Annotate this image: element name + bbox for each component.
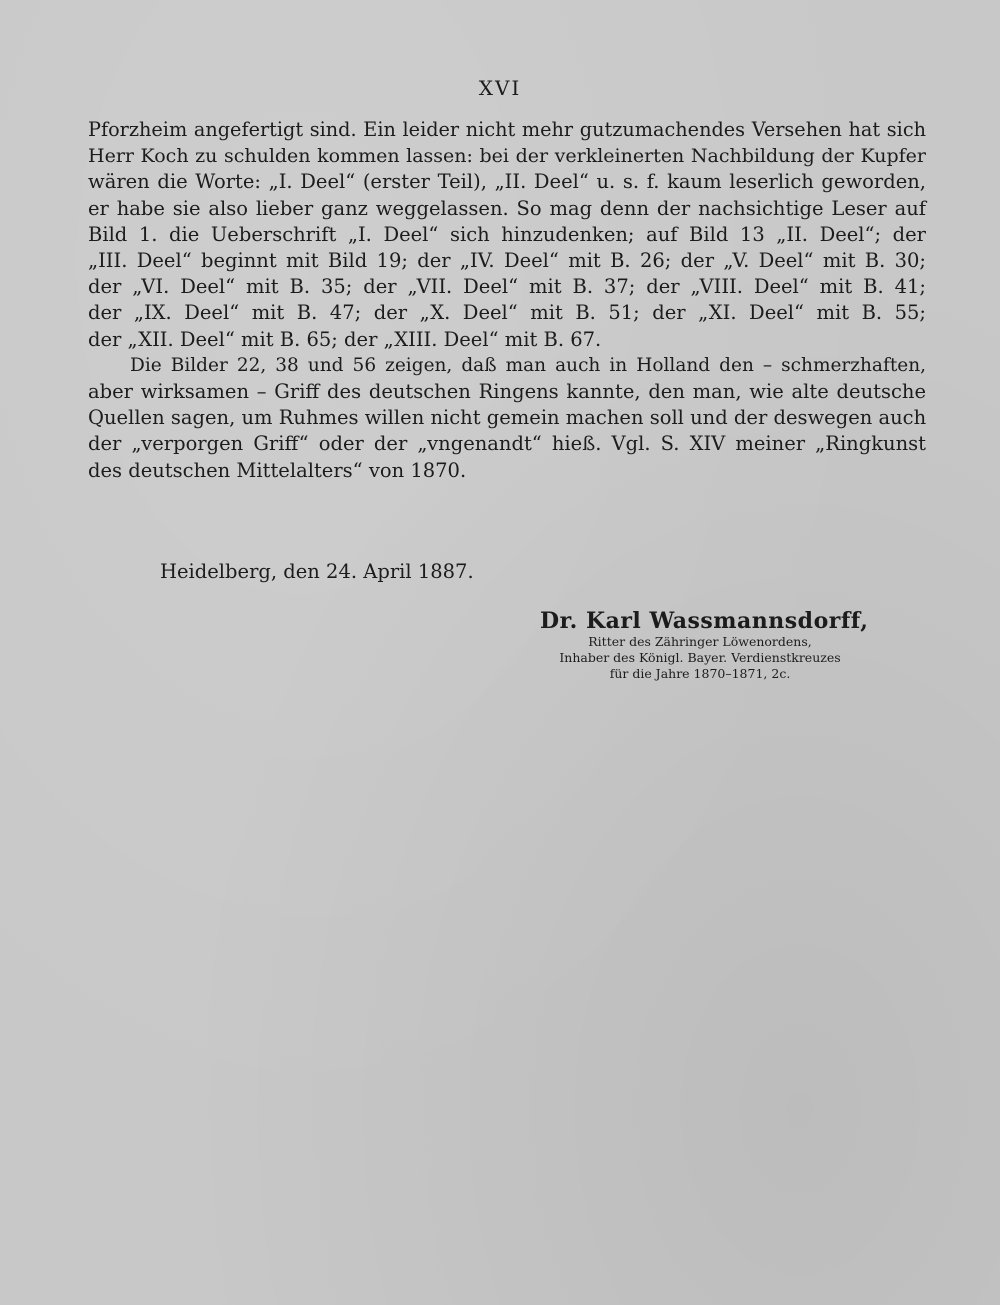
text-line: aber wirksamen – Griff des deutschen Ringens kannte, den man, wie alte deutsche [88, 380, 926, 404]
text-line: der „verporgen Griff“ oder der „vngenandt“ hieß. Vgl. S. XIV meiner „Ringkunst [88, 432, 926, 456]
author-title: für die Jahre 1870–1871, 2c. [609, 666, 791, 681]
text-line: Quellen sagen, um Ruhmes willen nicht gemein machen soll und der deswegen auch [88, 406, 927, 430]
page-number: XVI [478, 76, 522, 100]
signature-block [540, 608, 869, 682]
author-name: Dr. Karl Wassmannsdorff, [540, 608, 869, 634]
text-line: der „XII. Deel“ mit B. 65; der „XIII. Deel“ mit B. 67. [88, 327, 602, 351]
body-text [88, 117, 926, 484]
text-line: Pforzheim angefertigt sind. Ein leider nicht mehr gutzumachendes Versehen hat sich [88, 118, 926, 141]
author-title: Inhaber des Königl. Bayer. Verdienstkreuzes [559, 650, 841, 665]
text-line: Bild 1. die Ueberschrift „I. Deel“ sich hinzudenken; auf Bild 13 „II. Deel“; der [88, 222, 926, 246]
text-line: er habe sie also lieber ganz weggelassen. So mag denn der nachsichtige Leser auf [88, 196, 926, 220]
paragraph-1 [88, 117, 926, 353]
place-date: Heidelberg, den 24. April 1887. [160, 560, 474, 583]
author-title: Ritter des Zähringer Löwenordens, [588, 634, 812, 649]
text-line: des deutschen Mittelalters“ von 1870. [88, 458, 467, 482]
text-line: der „IX. Deel“ mit B. 47; der „X. Deel“ mit B. 51; der „XI. Deel“ mit B. 55; [88, 301, 926, 325]
paragraph-2 [88, 353, 926, 484]
text-line: wären die Worte: „I. Deel“ (erster Teil), „II. Deel“ u. s. f. kaum leserlich geworden, [88, 170, 926, 194]
text-line: Herr Koch zu schulden kommen lassen: bei der verkleinerten Nachbildung der Kupfer [88, 145, 926, 168]
text-line: der „VI. Deel“ mit B. 35; der „VII. Deel“ mit B. 37; der „VIII. Deel“ mit B. 41; [88, 275, 926, 299]
text-line: Die Bilder 22, 38 und 56 zeigen, daß man auch in Holland den – schmerzhaften, [130, 354, 926, 376]
text-line: „III. Deel“ beginnt mit Bild 19; der „IV. Deel“ mit B. 26; der „V. Deel“ mit B. 30; [88, 249, 926, 273]
